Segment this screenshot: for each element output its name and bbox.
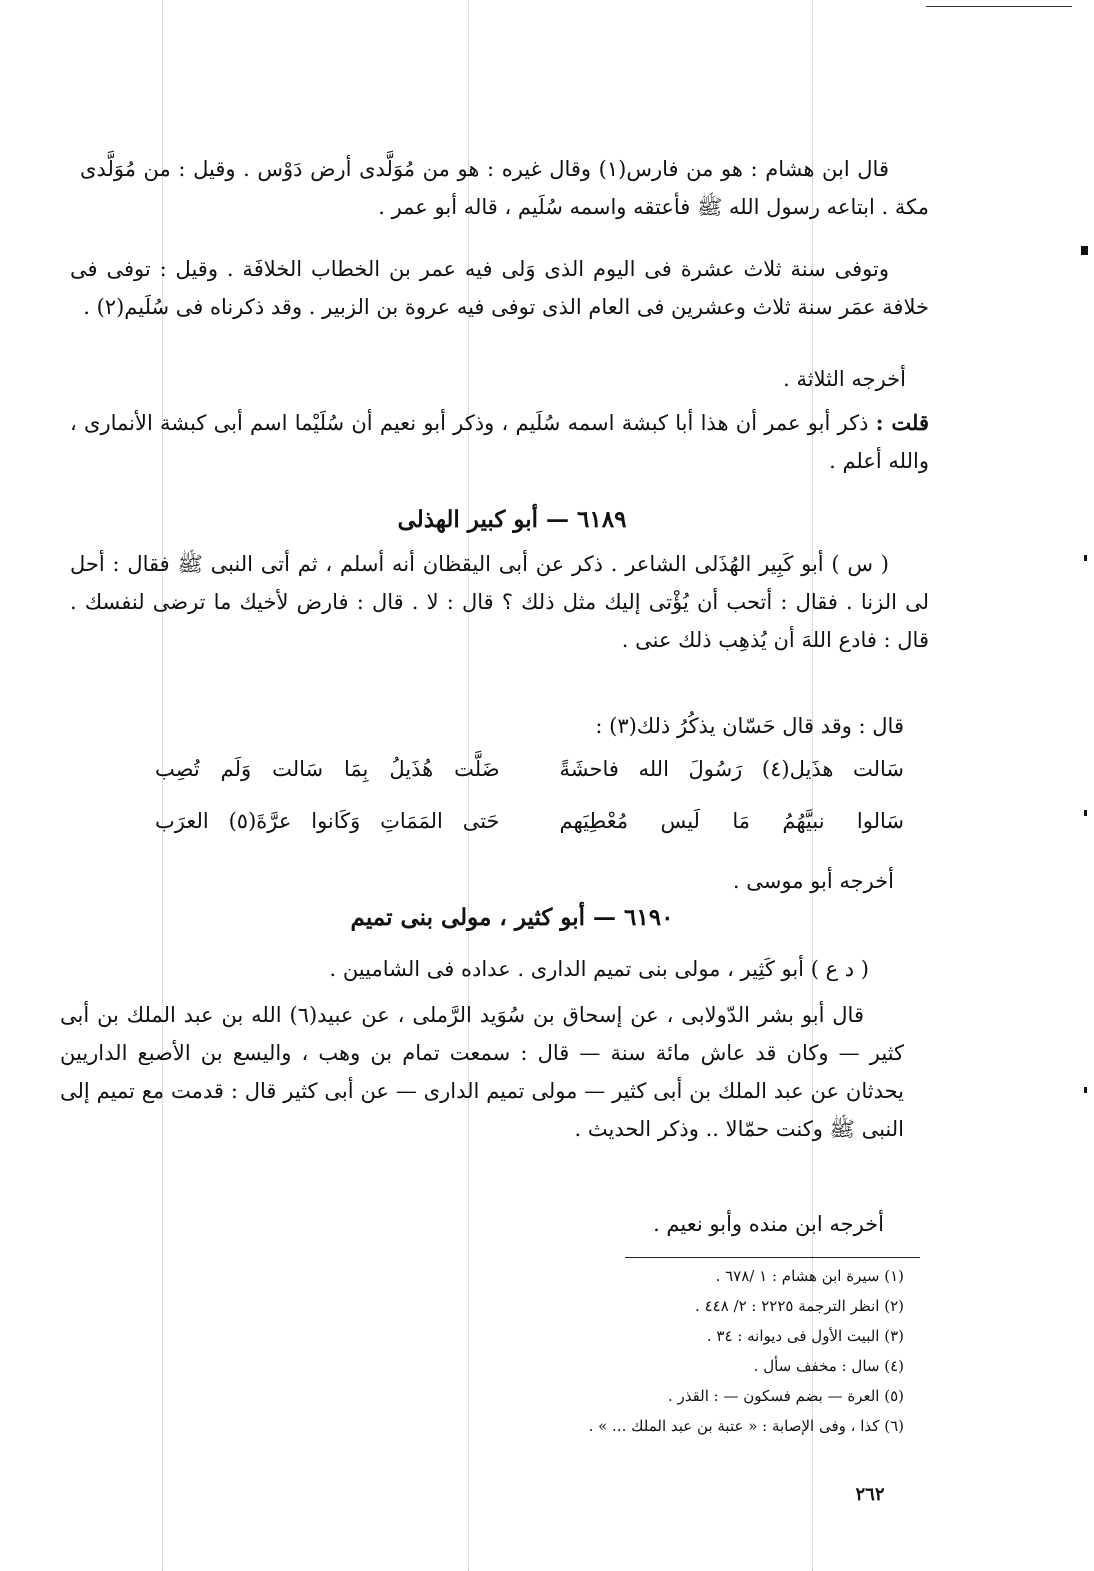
verse-2-second-hemistich: حَتى المَمَاتِ وَكَانوا عرَّةَ(٥) العرَب (155, 809, 500, 833)
scan-mark (1084, 555, 1087, 561)
verse-line-1 (155, 750, 904, 788)
top-rule (926, 6, 1072, 7)
qultu-text: ذكر أبو عمر أن هذا أبا كبشة اسمه سُلَيم ، وذكر أبو نعيم أن سُلَيْما اسم أبى كبشة الأنمارى ، والله أعلم . (70, 411, 929, 473)
paragraph-ibn-hisham: قال ابن هشام : هو من فارس(١) وقال غيره : هو من مُوَلَّدى أرض دَوْس . وقيل : من مُوَلَّدى مكة . ابتاعه رسول الله ﷺ فأعتقه واسمه سُلَيم ، قاله أبو عمر . (80, 157, 929, 219)
scan-mark (1084, 810, 1087, 816)
entry-6189-takhrij: أخرجه أبو موسى . (732, 869, 894, 893)
entry-6189-hassan-intro: قال : وقد قال حَسّان يذكُرُ ذلك(٣) : (595, 714, 904, 738)
paragraph-takhrij: أخرجه الثلاثة . (783, 367, 906, 391)
verse-line-2 (155, 802, 904, 840)
entry-heading-6190: ٦١٩٠ — أبو كثير ، مولى بنى تميم (350, 904, 674, 931)
entry-heading-6189: ٦١٨٩ — أبو كبير الهذلى (397, 506, 627, 533)
paragraph-qultu (70, 404, 929, 480)
scan-mark (1084, 1087, 1087, 1093)
footnote-4: (٤) سال : مخفف سأل . (753, 1357, 904, 1375)
footnote-separator (625, 1257, 920, 1258)
footnote-2: (٢) انظر الترجمة ٢٢٢٥ : ٢/ ٤٤٨ . (695, 1297, 904, 1315)
verse-1-first-hemistich: سَالت هذَيل(٤) رَسُولَ الله فاحشَةً (559, 757, 905, 781)
footnote-6: (٦) كذا ، وفى الإصابة : « عتبة بن عبد الملك ... » . (588, 1417, 904, 1435)
footnote-1: (١) سيرة ابن هشام : ١ /٦٧٨ . (715, 1267, 904, 1285)
entry-6190-intro: ( د ع ) أبو كَثِير ، مولى بنى تميم الدارى . عداده فى الشاميين . (329, 957, 869, 981)
verse-2-first-hemistich: سَالوا نبيَّهُمُ مَا لَيس مُعْطِيَهم (559, 809, 904, 833)
qultu-label: قلت : (875, 410, 929, 435)
entry-6189-text: ( س ) أبو كَبِير الهُذَلى الشاعر . ذكر عن أبى اليقظان أنه أسلم ، ثم أتى النبى ﷺ فقال : أحل لى الزنا . فقال : أتحب أن يُؤْتى إليك مثل ذلك ؟ قال : لا . قال : فارض لأخيك ما ترضى لنفسك . قال : فادع اللهَ أن يُذهِب ذلك عنى . (70, 552, 929, 652)
verse-1-second-hemistich: ضَلَّت هُذَيلُ بِمَا سَالت وَلَم تُصِب (155, 757, 500, 781)
entry-6190-takhrij: أخرجه ابن منده وأبو نعيم . (653, 1212, 884, 1236)
paragraph-death: وتوفى سنة ثلاث عشرة فى اليوم الذى وَلى فيه عمر بن الخطاب الخلافَة . وقيل : توفى فى خلافة عمَر سنة ثلاث وعشرين فى العام الذى توفى فيه عروة بن الزبير . وقد ذكرناه فى سُلَيم(٢) . (70, 257, 929, 319)
footnote-5: (٥) العرة — بضم فسكون — : القذر . (667, 1387, 904, 1405)
footnote-3: (٣) البيت الأول فى ديوانه : ٣٤ . (706, 1327, 904, 1345)
entry-6190-text: قال أبو بشر الدّولابى ، عن إسحاق بن سُوَيد الرَّملى ، عن عبيد(٦) الله بن عبد الملك بن أبى كثير — وكان قد عاش مائة سنة — قال : سمعت تمام بن وهب ، واليسع بن الأصبع الداريين يحدثان عن عبد الملك بن أبى كثير — مولى تميم الدارى — عن أبى كثير قال : قدمت مع تميم إلى النبى ﷺ وكنت حمّالا .. وذكر الحديث . (60, 1003, 904, 1141)
page-number: ٢٦٢ (855, 1484, 885, 1505)
scan-mark (1081, 246, 1088, 255)
